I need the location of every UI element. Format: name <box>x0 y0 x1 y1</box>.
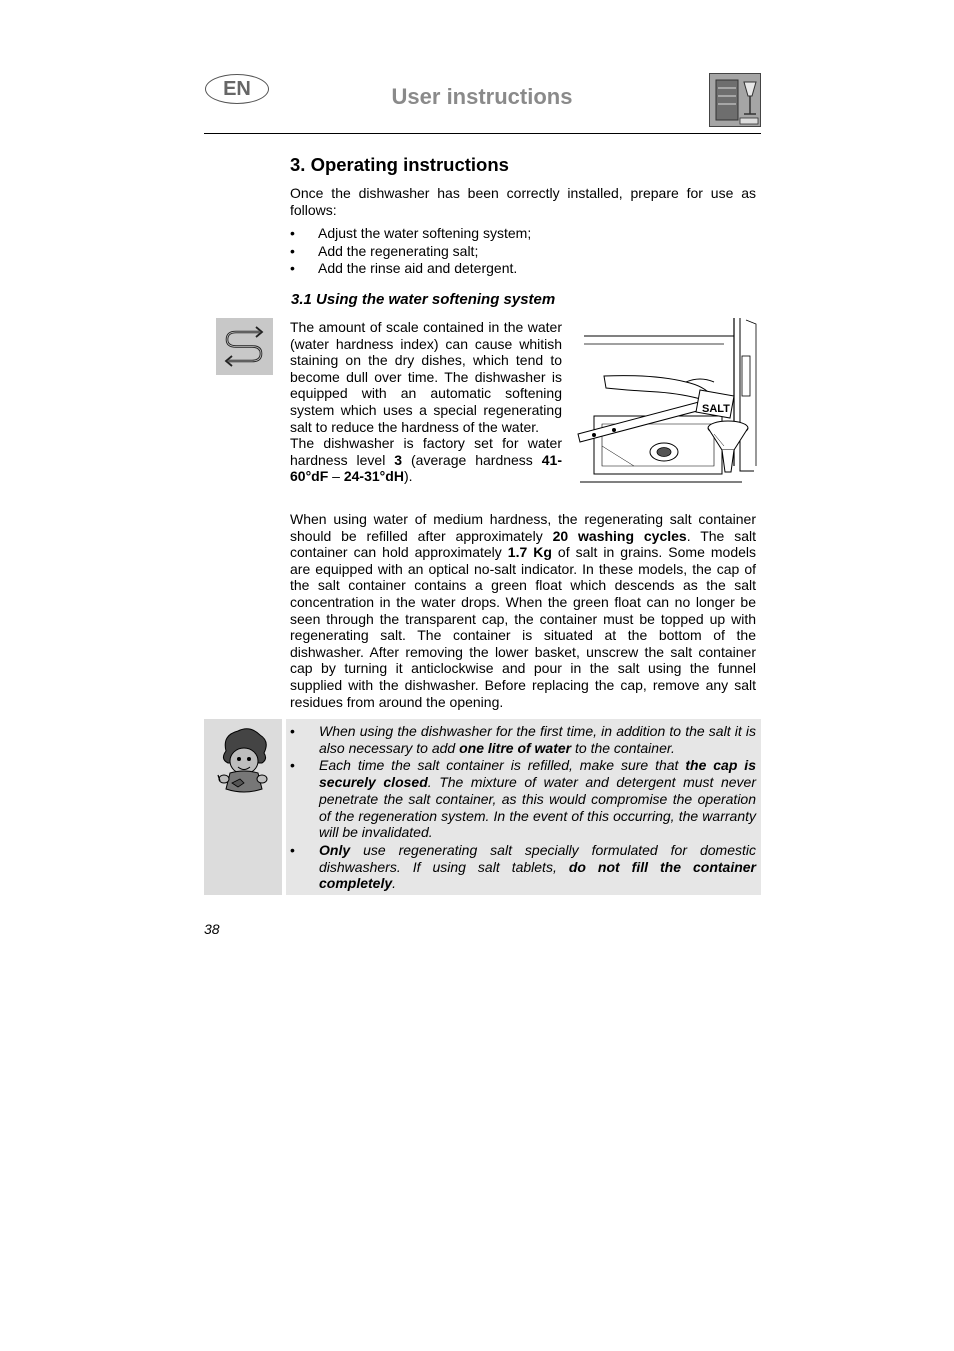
mascot-icon <box>204 719 282 895</box>
refill-text-b: . The salt container can hold approximately <box>290 527 756 561</box>
list-item: • Add the regenerating salt; <box>290 243 756 261</box>
hardness-french-degrees: 41-60°dF <box>290 451 562 485</box>
salt-filling-illustration <box>574 316 758 486</box>
softener-paragraph: The amount of scale contained in the water (water hardness index) can cause whitish staining on the dry dishes, which tend to become dull over time. The dishwasher is equipped with an automatic softening system which uses a special regenerating salt to reduce the hardness of the water. <box>290 319 562 435</box>
warning-3-end: . <box>392 875 397 892</box>
language-badge: EN <box>205 74 269 104</box>
list-item: • Adjust the water softening system; <box>290 225 756 243</box>
washing-cycles: 20 washing cycles <box>552 527 687 544</box>
warning-3-text: use regenerating salt specially formulated for domestic dishwashers. If using salt tablets, <box>319 841 756 875</box>
page-number: 38 <box>204 921 220 937</box>
warning-1-text: When using the dishwasher for the first time, in addition to the salt it is also necessary to add <box>319 723 756 756</box>
salt-refill-paragraph <box>290 511 756 710</box>
page-header-title: User instructions <box>391 84 573 109</box>
dishwasher-logo-icon <box>709 73 761 127</box>
container-capacity: 1.7 Kg <box>507 544 552 561</box>
list-item <box>290 723 756 756</box>
refill-text-a: When using water of medium hardness, the regenerating salt container should be refilled after approximately <box>290 511 756 544</box>
preparation-steps <box>290 225 756 278</box>
list-item <box>290 842 756 892</box>
factory-setting-text: The dishwasher is factory set for water hardness level <box>290 435 562 468</box>
section-title: 3. Operating instructions <box>290 154 509 175</box>
warning-3-emphasis: do not fill the container completely <box>319 858 756 892</box>
factory-setting-end: ). <box>403 468 413 485</box>
warning-1-emphasis: one litre of water <box>459 739 572 756</box>
warning-list <box>290 723 756 893</box>
subsection-title: 3.1 Using the water softening system <box>291 291 556 308</box>
warning-1-end: to the container. <box>571 739 675 756</box>
warning-notes <box>286 719 761 895</box>
water-softener-icon <box>216 318 273 375</box>
hardness-level: 3 <box>394 451 403 468</box>
intro-paragraph: Once the dishwasher has been correctly installed, prepare for use as follows: <box>290 185 756 218</box>
hardness-german-degrees: 24-31°dH <box>343 468 404 485</box>
softener-description <box>290 319 562 485</box>
warning-2-end: . The mixture of water and detergent must never penetrate the salt container, as this would compromise the operation of the regeneration system. In the event of this occurring, the warranty will be invalidated. <box>319 774 757 841</box>
warning-3-only: Only <box>319 841 351 858</box>
warning-2-text: Each time the salt container is refilled, make sure that <box>319 757 686 774</box>
warning-icon-panel <box>204 719 282 895</box>
refill-text-c: of salt in grains. Some models are equipped with an optical no-salt indicator. In these models, the cap of the salt container contains a green float which descends as the salt concentration in the water drops. When the green float can no longer be seen through the transparent cap, the container must be topped up with regenerating salt. The container is situated at the bottom of the dishwasher. After removing the lower basket, unscrew the salt container cap by turning it anticlockwise and pour in the salt using the funnel supplied with the dishwasher. Before replacing the cap, remove any salt residues from around the opening. <box>290 544 757 710</box>
dash: – <box>328 468 344 485</box>
salt-label: SALT <box>702 403 730 415</box>
list-item <box>290 757 756 841</box>
factory-setting-text-2: (average hardness <box>402 451 542 468</box>
header-divider <box>204 133 761 134</box>
warning-2-emphasis: the cap is securely closed <box>319 757 756 791</box>
list-item: • Add the rinse aid and detergent. <box>290 260 756 278</box>
